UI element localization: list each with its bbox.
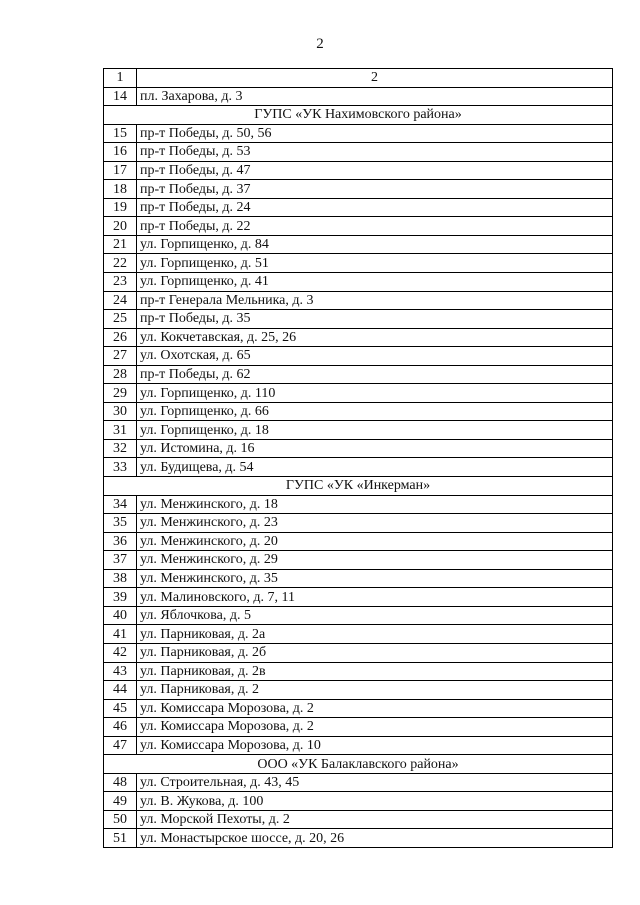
row-address: ул. Менжинского, д. 20 [137, 532, 613, 551]
row-number: 48 [104, 773, 137, 792]
row-number: 24 [104, 291, 137, 310]
table-row [104, 328, 613, 347]
row-address: ул. Комиссара Морозова, д. 2 [137, 699, 613, 718]
row-address: ул. Малиновского, д. 7, 11 [137, 588, 613, 607]
row-number: 34 [104, 495, 137, 514]
row-address: ул. Морской Пехоты, д. 2 [137, 810, 613, 829]
row-number: 51 [104, 829, 137, 848]
address-table-body [104, 69, 613, 848]
table-row [104, 681, 613, 700]
row-number: 16 [104, 143, 137, 162]
row-number: 26 [104, 328, 137, 347]
row-number: 15 [104, 124, 137, 143]
row-address: ул. Комиссара Морозова, д. 10 [137, 736, 613, 755]
row-number: 37 [104, 551, 137, 570]
group-title: ГУПС «УК Нахимовского района» [104, 106, 613, 125]
table-row [104, 198, 613, 217]
table-row [104, 532, 613, 551]
group-header-row [104, 106, 613, 125]
row-address: ул. Парниковая, д. 2а [137, 625, 613, 644]
row-address: ул. Комиссара Морозова, д. 2 [137, 718, 613, 737]
row-address: ул. Горпищенко, д. 18 [137, 421, 613, 440]
row-address: ул. Истомина, д. 16 [137, 439, 613, 458]
table-row [104, 87, 613, 106]
table-row [104, 421, 613, 440]
row-number: 47 [104, 736, 137, 755]
group-title: ГУПС «УК «Инкерман» [104, 477, 613, 496]
group-title: ООО «УК Балаклавского района» [104, 755, 613, 774]
row-address: ул. Парниковая, д. 2б [137, 643, 613, 662]
table-row [104, 718, 613, 737]
row-address: ул. Менжинского, д. 35 [137, 569, 613, 588]
row-number: 31 [104, 421, 137, 440]
row-address: пл. Захарова, д. 3 [137, 87, 613, 106]
row-number: 35 [104, 514, 137, 533]
table-row [104, 662, 613, 681]
row-address: ул. Горпищенко, д. 41 [137, 273, 613, 292]
row-number: 28 [104, 365, 137, 384]
header-col-2: 2 [137, 69, 613, 88]
row-number: 38 [104, 569, 137, 588]
row-address: ул. Менжинского, д. 29 [137, 551, 613, 570]
row-number: 33 [104, 458, 137, 477]
row-number: 30 [104, 402, 137, 421]
row-number: 46 [104, 718, 137, 737]
row-address: ул. Горпищенко, д. 110 [137, 384, 613, 403]
table-header-row [104, 69, 613, 88]
row-address: ул. Горпищенко, д. 84 [137, 235, 613, 254]
row-address: пр-т Победы, д. 47 [137, 161, 613, 180]
table-row [104, 347, 613, 366]
table-row [104, 699, 613, 718]
row-address: ул. Яблочкова, д. 5 [137, 606, 613, 625]
table-row [104, 643, 613, 662]
header-col-1: 1 [104, 69, 137, 88]
table-row [104, 625, 613, 644]
row-number: 32 [104, 439, 137, 458]
row-address: ул. Парниковая, д. 2в [137, 662, 613, 681]
table-row [104, 551, 613, 570]
row-number: 23 [104, 273, 137, 292]
row-address: ул. Кокчетавская, д. 25, 26 [137, 328, 613, 347]
row-number: 49 [104, 792, 137, 811]
page-number: 2 [316, 36, 324, 52]
row-number: 21 [104, 235, 137, 254]
row-number: 14 [104, 87, 137, 106]
row-number: 44 [104, 681, 137, 700]
row-number: 18 [104, 180, 137, 199]
row-number: 36 [104, 532, 137, 551]
row-address: пр-т Победы, д. 35 [137, 310, 613, 329]
table-row [104, 439, 613, 458]
table-row [104, 180, 613, 199]
row-address: пр-т Победы, д. 37 [137, 180, 613, 199]
address-table [103, 68, 613, 848]
group-header-row [104, 755, 613, 774]
row-address: ул. Горпищенко, д. 51 [137, 254, 613, 273]
table-row [104, 495, 613, 514]
table-row [104, 514, 613, 533]
table-row [104, 402, 613, 421]
row-address: пр-т Генерала Мельника, д. 3 [137, 291, 613, 310]
table-row [104, 792, 613, 811]
row-address: пр-т Победы, д. 62 [137, 365, 613, 384]
row-address: ул. Парниковая, д. 2 [137, 681, 613, 700]
row-address: ул. Менжинского, д. 23 [137, 514, 613, 533]
row-number: 29 [104, 384, 137, 403]
table-row [104, 143, 613, 162]
table-row [104, 217, 613, 236]
row-number: 17 [104, 161, 137, 180]
row-address: ул. Будищева, д. 54 [137, 458, 613, 477]
table-row [104, 736, 613, 755]
table-row [104, 606, 613, 625]
table-row [104, 365, 613, 384]
row-number: 42 [104, 643, 137, 662]
group-header-row [104, 477, 613, 496]
row-address: ул. Монастырское шоссе, д. 20, 26 [137, 829, 613, 848]
row-address: ул. Менжинского, д. 18 [137, 495, 613, 514]
table-row [104, 291, 613, 310]
row-number: 45 [104, 699, 137, 718]
row-number: 41 [104, 625, 137, 644]
table-row [104, 310, 613, 329]
table-row [104, 773, 613, 792]
table-row [104, 384, 613, 403]
table-row [104, 588, 613, 607]
row-address: пр-т Победы, д. 53 [137, 143, 613, 162]
row-number: 43 [104, 662, 137, 681]
table-row [104, 124, 613, 143]
table-row [104, 254, 613, 273]
row-address: пр-т Победы, д. 50, 56 [137, 124, 613, 143]
row-number: 25 [104, 310, 137, 329]
table-row [104, 161, 613, 180]
row-number: 27 [104, 347, 137, 366]
row-address: пр-т Победы, д. 24 [137, 198, 613, 217]
table-row [104, 273, 613, 292]
row-number: 39 [104, 588, 137, 607]
row-number: 19 [104, 198, 137, 217]
table-row [104, 569, 613, 588]
table-row [104, 235, 613, 254]
table-row [104, 810, 613, 829]
row-address: ул. Строительная, д. 43, 45 [137, 773, 613, 792]
row-number: 50 [104, 810, 137, 829]
row-address: пр-т Победы, д. 22 [137, 217, 613, 236]
table-row [104, 458, 613, 477]
table-row [104, 829, 613, 848]
row-address: ул. Охотская, д. 65 [137, 347, 613, 366]
row-address: ул. Горпищенко, д. 66 [137, 402, 613, 421]
row-number: 22 [104, 254, 137, 273]
row-number: 20 [104, 217, 137, 236]
row-number: 40 [104, 606, 137, 625]
row-address: ул. В. Жукова, д. 100 [137, 792, 613, 811]
